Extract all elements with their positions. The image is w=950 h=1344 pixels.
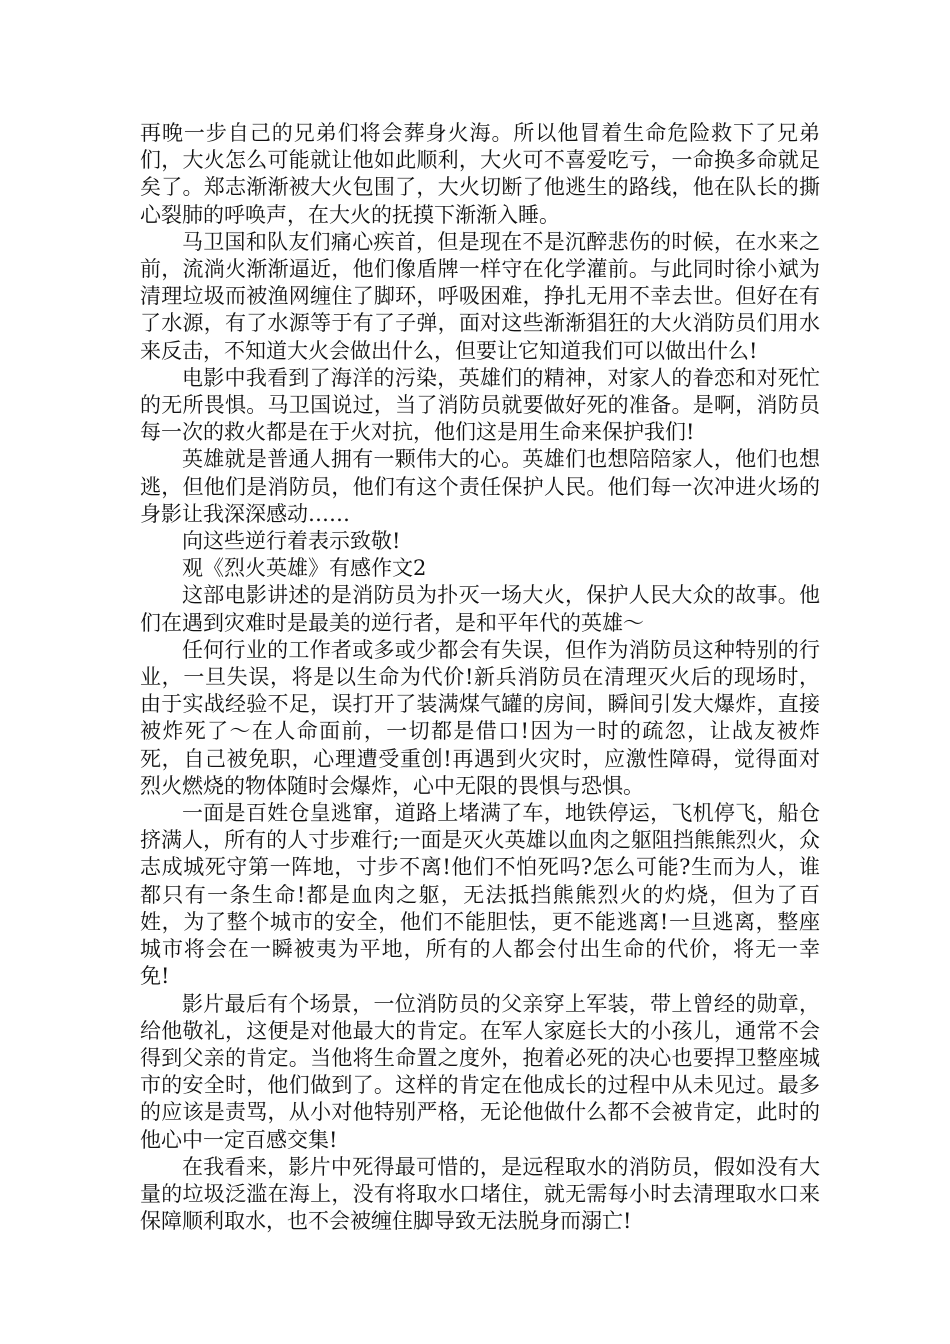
essay-title: 观《烈火英雄》有感作文2 xyxy=(182,556,427,581)
paragraph: 向这些逆行着表示致敬! xyxy=(182,529,401,554)
paragraph: 马卫国和队友们痛心疾首，但是现在不是沉醉悲伤的时候，在水来之前，流淌火渐渐逼近，他们像盾牌一样守在化学灌前。与此同时徐小斌为清理垃圾而被渔网缠住了脚环，呼吸困难，挣扎无用不幸去世。但好在有了水源，有了水源等于有了子弹，面对这些渐渐猖狂的大火消防员们用水来反击，不知道大火会做出什么，但要让它知道我们可以做出什么! xyxy=(140,229,820,363)
paragraph: 任何行业的工作者或多或少都会有失误，但作为消防员这种特别的行业，一旦失误，将是以生命为代价!新兵消防员在清理灭火后的现场时，由于实战经验不足，误打开了装满煤气罐的房间，瞬间引发大爆炸，直接被炸死了～在人命面前，一切都是借口!因为一时的疏忽，让战友被炸死，自己被免职，心理遭受重创!再遇到火灾时，应激性障碍，觉得面对烈火燃烧的物体随时会爆炸，心中无限的畏惧与恐惧。 xyxy=(140,637,820,798)
paragraph: 这部电影讲述的是消防员为扑灭一场大火，保护人民大众的故事。他们在遇到灾难时是最美的逆行者，是和平年代的英雄～ xyxy=(140,583,820,635)
document-page xyxy=(140,120,820,1235)
paragraph: 英雄就是普通人拥有一颗伟大的心。英雄们也想陪陪家人，他们也想逃，但他们是消防员，他们有这个责任保护人民。他们每一次冲进火场的身影让我深深感动…… xyxy=(140,447,820,526)
paragraph: 一面是百姓仓皇逃窜，道路上堵满了车，地铁停运，飞机停飞，船仓挤满人，所有的人寸步难行;一面是灭火英雄以血肉之躯阻挡熊熊烈火，众志成城死守第一阵地，寸步不离!他们不怕死吗?怎么可能?生而为人，谁都只有一条生命!都是血肉之躯，无法抵挡熊熊烈火的灼烧，但为了百姓，为了整个城市的安全，他们不能胆怯，更不能逃离!一旦逃离，整座城市将会在一瞬被夷为平地，所有的人都会付出生命的代价，将无一幸免! xyxy=(140,801,820,989)
paragraph-continuation: 再晚一步自己的兄弟们将会葬身火海。所以他冒着生命危险救下了兄弟们，大火怎么可能就让他如此顺利，大火可不喜爱吃亏，一命换多命就足矣了。郑志渐渐被大火包围了，大火切断了他逃生的路线，他在队长的撕心裂肺的呼唤声，在大火的抚摸下渐渐入睡。 xyxy=(140,121,820,227)
paragraph: 电影中我看到了海洋的污染，英雄们的精神，对家人的眷恋和对死忙的无所畏惧。马卫国说过，当了消防员就要做好死的准备。是啊，消防员每一次的救火都是在于火对抗，他们这是用生命来保护我们! xyxy=(140,365,820,445)
paragraph: 在我看来，影片中死得最可惜的，是远程取水的消防员，假如没有大量的垃圾泛滥在海上，没有将取水口堵住，就无需每小时去清理取水口来保障顺利取水，也不会被缠住脚导致无法脱身而溺亡! xyxy=(140,1154,820,1234)
paragraph: 影片最后有个场景，一位消防员的父亲穿上军装，带上曾经的勋章，给他敬礼，这便是对他最大的肯定。在军人家庭长大的小孩儿，通常不会得到父亲的肯定。当他将生命置之度外，抱着必死的决心也要捍卫整座城市的安全时，他们做到了。这样的肯定在他成长的过程中从未见过。最多的应该是责骂，从小对他特别严格，无论他做什么都不会被肯定，此时的他心中一定百感交集! xyxy=(140,991,820,1152)
